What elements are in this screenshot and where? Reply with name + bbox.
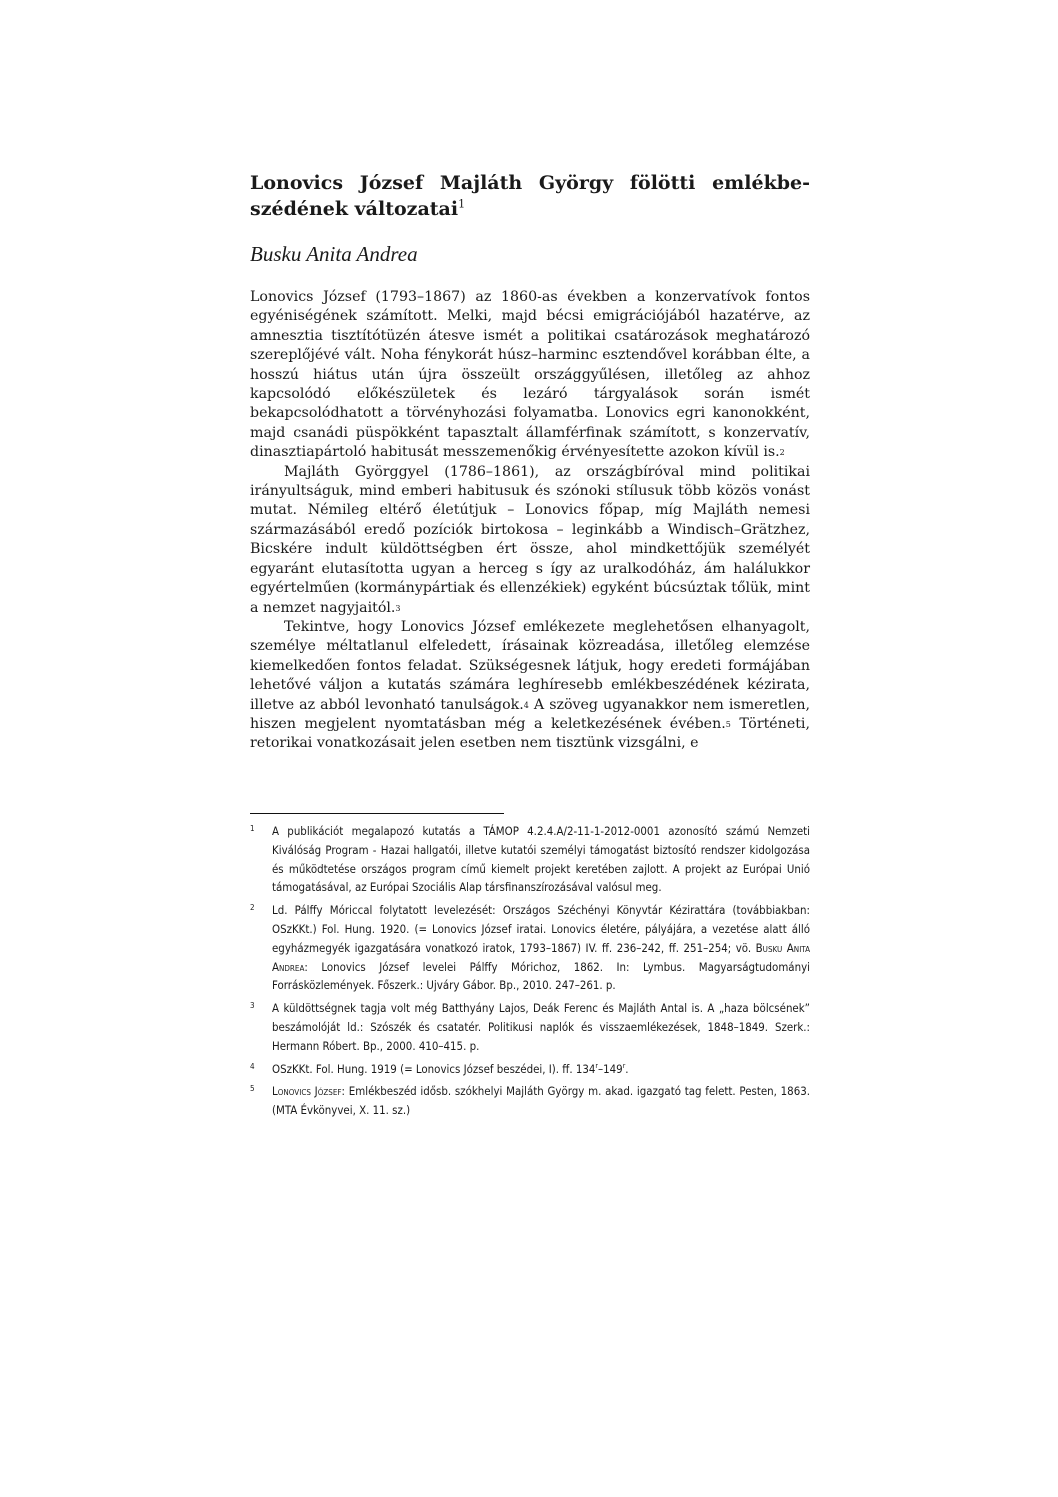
paragraph-2: Majláth Györggyel (1786–1861), az országbíróval mind politikai irányultságuk, mind emberi habitusuk és szónoki stílusuk több közös vonást mutat. Némileg eltérő életútjuk – Lonovics főpap, míg Majláth nemesi származásából eredő pozíciók birtokosa – leginkább a Windisch–Grätzhez, Bicskére indult küldöttségben ért össze, ahol mindkettőjük személyét egyaránt elutasította ugyan a herceg s így az uralkodóház, ám halálukkor egyértelműen (kormánypártiak és ellenzékiek) egyként búcsúztak tőlük, mint a nemzet nagyjaitól.$^3$ bbox=[250, 463, 810, 616]
footnote-text: : Emlékbeszéd idősb. szókhelyi Majláth György m. akad. igazgató tag felett. Pesten, 1863. (MTA Évkönyvei, X. 11. sz.) bbox=[272, 1084, 810, 1118]
footnote-ref-5[interactable]: 5 bbox=[725, 719, 731, 729]
footnote-text: Ld. Pálffy Móriccal folytatott levelezését: Országos Széchényi Könyvtár Kézirattára (továbbiakban: OSzKKt.) Fol. Hung. 1920. (= Lonovics József iratai. Lonovics életére, pályájára, a vezetése alatt álló egyházmegyék igazgatására vonatkozó iratok, 1793–1867) IV. ff. 236–242, ff. 251–254; vö. bbox=[272, 903, 810, 955]
paragraph-1: Lonovics József (1793–1867) az 1860-as években a konzervatívok fontos egyéniségének számított. Melki, majd bécsi emigrációjából hazatérve, az amnesztia tisztítótüzén átesve ismét a politikai csatározások meghatározó szereplőjévé vált. Noha fénykorát húsz–harminc esztendővel korábban élte, a hosszú hiátus után újra összeült országgyűlésen, illetőleg az ahhoz kapcsolódó előkészületek és lezáró tárgyalások során ismét bekapcsolódhatott a törvényhozási folyamatba. Lonovics egri kanonokként, majd csanádi püspökként tapasztalt államférfinak számított, s konzervatív, dinasztiapártoló habitusát messzemenőkig érvényesítette azokon kívül is.$^2$ bbox=[250, 289, 810, 461]
footnotes bbox=[250, 822, 810, 1124]
footnote-ref-4[interactable]: 4 bbox=[523, 700, 529, 710]
footnote-ref-3[interactable]: 3 bbox=[395, 603, 401, 613]
author-smallcaps: Busku Anita Andrea bbox=[272, 940, 811, 974]
author-smallcaps: Lonovics József bbox=[272, 1084, 342, 1099]
footnote-number: 2 bbox=[250, 903, 255, 913]
footnote-text: A publikációt megalapozó kutatás a TÁMOP 4.2.4.A/2-11-1-2012-0001 azonosító számú Nemzeti Kiválóság Program - Hazai hallgatói, illetve kutatói személyi támogatást biztosító rendszer kidolgozása és működtetése országos program című kiemelt projekt keretében zajlott. A projekt az Európai Unió támogatásával, az Európai Szociális Alap társfinanszírozásával valósul meg. bbox=[272, 824, 810, 895]
footnote-text: : Lonovics József levelei Pálffy Mórichoz, 1862. In: Lymbus. Magyarságtudományi Forrásközlemények. Főszerk.: Ujváry Gábor. Bp., 2010. 247–261. p. bbox=[272, 959, 810, 993]
article-body bbox=[250, 288, 810, 754]
footnote-text: A küldöttségnek tagja volt még Batthyány Lajos, Deák Ferenc és Majláth Antal is. A „haza bölcsének” beszámolóját ld.: Szószék és csatatér. Politikusi naplók és visszaemlékezések, 1848–1849. Szerk.: Hermann Róbert. Bp., 2000. 410–415. p. bbox=[272, 1001, 810, 1053]
footnote-number: 1 bbox=[250, 824, 255, 833]
footnote-number: 5 bbox=[250, 1084, 255, 1094]
paragraph-3: Tekintve, hogy Lonovics József emlékezete meglehetősen elhanyagolt, személye méltatlanul elfeledett, írásainak közreadása, illetőleg elemzése kiemelkedően fontos feladat. Szükségesnek látjuk, hogy eredeti formájában lehetővé váljon a kutatás számára leghíresebb emlékbeszédének kézirata, illetve az abból levonható tanulságok.$^4$ A szöveg ugyanakkor nem ismeretlen, hiszen megjelent nyomtatásban még a keletkezésének évében.$^5$ Történeti, retorikai vonatkozásait jelen esetben nem tisztünk vizsgálni, e bbox=[250, 618, 811, 752]
footnote-ref-1[interactable]: 1 bbox=[458, 197, 466, 211]
article-author: Busku Anita Andrea bbox=[250, 242, 418, 266]
footnote-separator bbox=[250, 813, 504, 814]
footnote-3 bbox=[250, 999, 810, 1055]
article bbox=[250, 170, 810, 754]
footnote-1 bbox=[250, 822, 810, 897]
footnote-2 bbox=[250, 901, 810, 995]
footnote-number: 4 bbox=[250, 1061, 255, 1071]
footnote-ref-2[interactable]: 2 bbox=[779, 448, 785, 458]
article-title: Lonovics József Majláth György fölötti emlékbe-szédének változatai$^1$ bbox=[250, 172, 810, 220]
footnote-5 bbox=[250, 1082, 810, 1120]
footnote-number: 3 bbox=[250, 1001, 255, 1011]
footnote-text: OSzKKt. Fol. Hung. 1919 (= Lonovics József beszédei, I). ff. 134 bbox=[272, 1061, 596, 1076]
footnote-4: 4 OSzKKt. Fol. Hung. 1919 (= Lonovics József beszédei, I). ff. 134$^r$–149$^r$. bbox=[250, 1060, 810, 1079]
